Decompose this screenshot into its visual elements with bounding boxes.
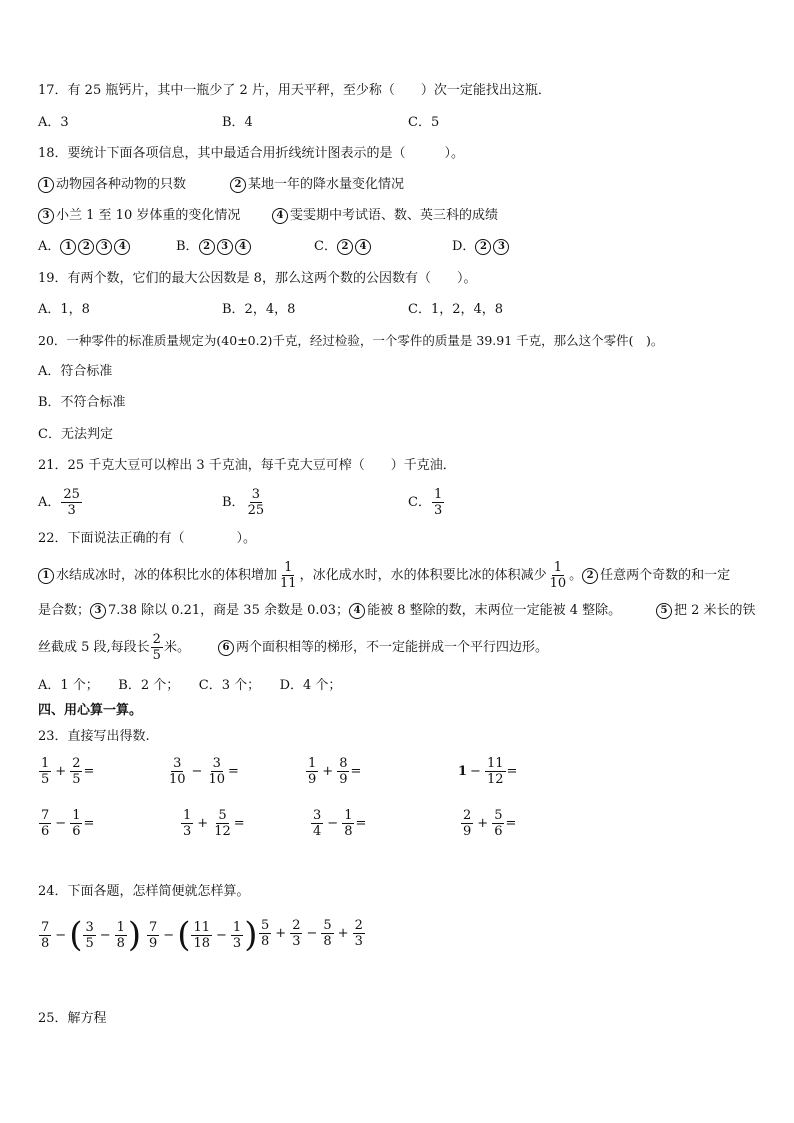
q22-text: 米。 <box>163 640 190 655</box>
q23-title: 23．直接写出得数. <box>38 729 150 744</box>
q24-title: 24．下面各题，怎样简便就怎样算。 <box>38 884 250 899</box>
fraction: $\frac{3}{25}$ <box>247 487 265 518</box>
q23-equation-2: $\frac{3}{10}$ − $\frac{3}{10}$ = <box>169 756 239 787</box>
section-heading: 四、用心算一算。 <box>38 703 143 718</box>
circled-number: 2 <box>230 177 246 193</box>
q22-text: 两个面积相等的梯形，不一定能拼成一个平行四边形。 <box>236 640 549 655</box>
q22-options[interactable]: A．1 个； B．2 个； C．3 个； D．4 个； <box>38 678 342 693</box>
circled-number: 4 <box>349 603 365 619</box>
q22-statement-line-2 <box>38 602 621 620</box>
q22-text: 丝截成 5 段,每段长 <box>38 640 150 655</box>
q18-option-d[interactable] <box>452 238 511 256</box>
q25-title: 25．解方程 <box>38 1011 107 1026</box>
circled-number: 1 <box>38 177 54 193</box>
circled-number: 6 <box>218 640 234 656</box>
q18-item-4 <box>272 207 498 225</box>
q22-text: 。 <box>569 568 583 583</box>
circled-number: 1 <box>38 568 54 584</box>
circled-number: 3 <box>96 239 112 255</box>
q23-equation-7: $\frac{3}{4}$ − $\frac{1}{8}$ = <box>313 808 367 839</box>
q17-option-a[interactable]: A．3 <box>38 115 69 130</box>
q18-option-b[interactable] <box>176 238 253 256</box>
q22-statement-line-1 <box>38 560 730 592</box>
q20-option-a[interactable]: A．符合标准 <box>38 364 113 379</box>
q20-option-c[interactable]: C．无法判定 <box>38 427 113 442</box>
q24-expression-1: $\frac{7}{8}$ −( $\frac{3}{5}$ − $\frac{1}{8}$ ) <box>41 915 142 955</box>
q22-text: 7.38 除以 0.21，商是 35 余数是 0.03； <box>108 603 350 618</box>
fraction: $\frac{1}{10}$ <box>549 560 567 591</box>
q17-option-c[interactable]: C．5 <box>408 115 440 130</box>
circled-number: 4 <box>355 239 371 255</box>
q23-equation-1: $\frac{1}{5}$ + $\frac{2}{5}$ = <box>41 756 95 787</box>
q21-option-c-label: C． <box>408 495 431 510</box>
q17-option-b[interactable]: B．4 <box>222 115 253 130</box>
circled-number: 3 <box>90 603 106 619</box>
q21-option-c[interactable] <box>408 487 445 519</box>
circled-number: 2 <box>199 239 215 255</box>
circled-number: 2 <box>582 568 598 584</box>
q18-option-b-label: B． <box>176 239 199 254</box>
q24-expression-2: $\frac{7}{9}$ −( $\frac{11}{18}$ − $\frac{1}{3}$ ) <box>149 915 258 955</box>
q18-item-2-text: 某地一年的降水量变化情况 <box>248 177 405 192</box>
circled-number: 2 <box>475 239 491 255</box>
q23-equation-6: $\frac{1}{3}$ + $\frac{5}{12}$ = <box>183 808 245 839</box>
q18-item-1 <box>38 176 186 194</box>
q22-statement-6 <box>218 639 548 657</box>
q19-question: 19．有两个数，它们的最大公因数是 8，那么这两个数的公因数有（ ）。 <box>38 271 477 286</box>
q22-text: 任意两个奇数的和一定 <box>600 568 731 583</box>
circled-number: 3 <box>217 239 233 255</box>
q21-option-a[interactable] <box>38 487 83 519</box>
q22-text: 水结成冰时，冰的体积比水的体积增加 <box>56 568 278 583</box>
q22-statement-5 <box>656 602 756 620</box>
q18-option-c-label: C． <box>314 239 337 254</box>
q23-equation-4: 1 − $\frac{11}{12}$ = <box>458 756 518 787</box>
fraction: $\frac{1}{3}$ <box>433 487 443 518</box>
q22-text: 把 2 米长的铁 <box>674 603 756 618</box>
circled-number: 3 <box>493 239 509 255</box>
circled-number: 5 <box>656 603 672 619</box>
q18-option-d-label: D． <box>452 239 476 254</box>
circled-number: 1 <box>60 239 76 255</box>
q24-expression-3: $\frac{5}{8}$ + $\frac{2}{3}$ − $\frac{5}{8}$ + $\frac{2}{3}$ <box>261 918 363 949</box>
q18-item-2 <box>230 176 404 194</box>
circled-number: 4 <box>235 239 251 255</box>
q18-item-3 <box>38 207 240 225</box>
q18-item-3-text: 小兰 1 至 10 岁体重的变化情况 <box>56 208 241 223</box>
q20-question: 20．一种零件的标准质量规定为(40±0.2)千克，经过检验，一个零件的质量是 39.91 千克，那么这个零件( )。 <box>38 333 664 348</box>
q22-text: 是合数； <box>38 603 91 618</box>
q19-option-c[interactable]: C．1，2，4，8 <box>408 302 504 317</box>
q23-equation-3: $\frac{1}{9}$ + $\frac{8}{9}$ = <box>308 756 362 787</box>
q18-option-a-label: A． <box>38 239 61 254</box>
q21-question: 21．25 千克大豆可以榨出 3 千克油，每千克大豆可榨（ ）千克油． <box>38 458 456 473</box>
q18-item-1-text: 动物园各种动物的只数 <box>56 177 187 192</box>
q19-option-b[interactable]: B．2，4，8 <box>222 302 296 317</box>
circled-number: 2 <box>78 239 94 255</box>
fraction: $\frac{25}{3}$ <box>63 487 80 518</box>
q22-question: 22．下面说法正确的有（ ）。 <box>38 531 257 546</box>
q21-option-b-label: B． <box>222 495 245 510</box>
circled-number: 3 <box>38 208 54 224</box>
circled-number: 2 <box>337 239 353 255</box>
circled-number: 4 <box>272 208 288 224</box>
q18-question: 18．要统计下面各项信息，其中最适合用折线统计图表示的是（ ）。 <box>38 146 465 161</box>
q18-option-a[interactable] <box>38 238 132 256</box>
q18-option-c[interactable] <box>314 238 373 256</box>
fraction: $\frac{2}{5}$ <box>152 632 161 663</box>
q20-option-b[interactable]: B．不符合标准 <box>38 395 126 410</box>
circled-number: 4 <box>114 239 130 255</box>
q19-option-a[interactable]: A．1，8 <box>38 302 90 317</box>
q22-text: 能被 8 整除的数，末两位一定能被 4 整除。 <box>367 603 622 618</box>
fraction: $\frac{1}{11}$ <box>280 560 297 591</box>
q22-text: ，冰化成水时，水的体积要比冰的体积减少 <box>299 568 547 583</box>
q22-statement-line-3 <box>38 632 190 664</box>
q21-option-b[interactable] <box>222 487 267 519</box>
q18-item-4-text: 雯雯期中考试语、数、英三科的成绩 <box>290 208 499 223</box>
q23-equation-5: $\frac{7}{6}$ − $\frac{1}{6}$ = <box>41 808 95 839</box>
q21-option-a-label: A． <box>38 495 61 510</box>
q23-equation-8: $\frac{2}{9}$ + $\frac{5}{6}$ = <box>463 808 517 839</box>
q17-question: 17．有 25 瓶钙片，其中一瓶少了 2 片，用天平秤，至少称（ ）次一定能找出这瓶． <box>38 83 551 98</box>
